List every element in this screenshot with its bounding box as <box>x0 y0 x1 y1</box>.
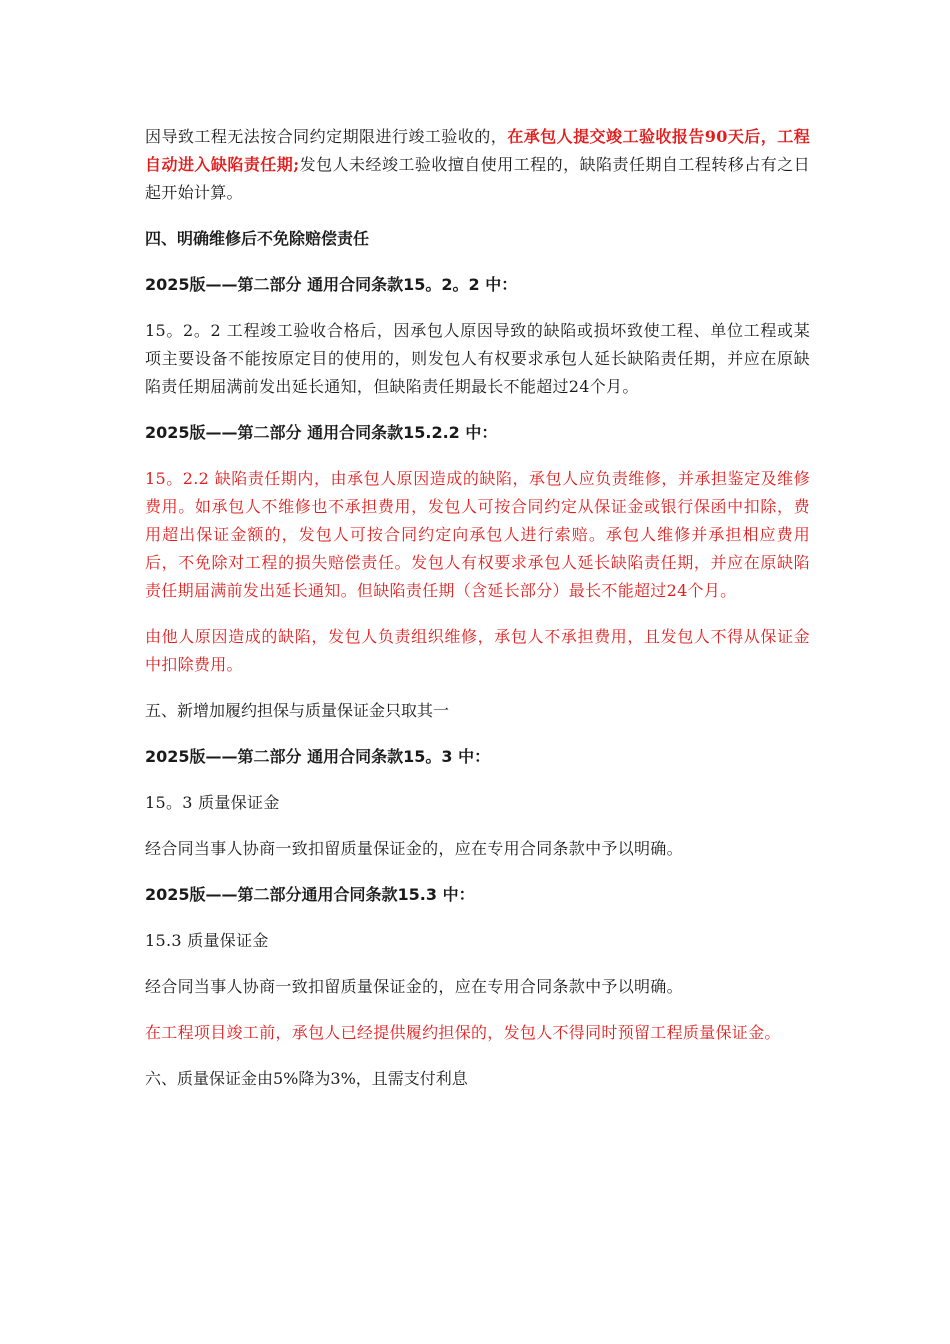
clause-extra-15-3-b: 在工程项目竣工前，承包人已经提供履约担保的，发包人不得同时预留工程质量保证金。 <box>145 1023 781 1042</box>
paragraph-acceptance-lead: 因导致工程无法按合同约定期限进行竣工验收的， <box>145 127 508 146</box>
paragraph-acceptance-highlight: 在承包人提交竣工验收报告90天后，工程自动进入缺陷责任期; <box>145 127 810 174</box>
paragraph-acceptance <box>145 123 810 207</box>
clause-heading-15-3-b: 2025版——第二部分通用合同条款15.3 中： <box>145 885 475 904</box>
clause-heading-15-2-2-a: 2025版——第二部分 通用合同条款15。2。2 中： <box>145 275 518 294</box>
clause-extra-15-2-2-b: 由他人原因造成的缺陷，发包人负责组织维修，承包人不承担费用，且发包人不得从保证金中扣除费用。 <box>145 627 810 674</box>
paragraph-acceptance-tail: 发包人未经竣工验收擅自使用工程的，缺陷责任期自工程转移占有之日起开始计算。 <box>145 155 810 202</box>
section-heading-4: 四、明确维修后不免除赔偿责任 <box>145 229 370 248</box>
section-heading-5: 五、新增加履约担保与质量保证金只取其一 <box>145 701 450 720</box>
section-heading-6: 六、质量保证金由5%降为3%，且需支付利息 <box>145 1069 468 1088</box>
document-page <box>145 123 810 1111</box>
clause-body-15-2-2-b: 15。2.2 缺陷责任期内，由承包人原因造成的缺陷，承包人应负责维修，并承担鉴定及维修费用。如承包人不维修也不承担费用，发包人可按合同约定从保证金或银行保函中扣除，费用超出保证金额的，发包人可按合同约定向承包人进行索赔。承包人维修并承担相应费用后，不免除对工程的损失赔偿责任。发包人有权要求承包人延长缺陷责任期，并应在原缺陷责任期届满前发出延长通知。但缺陷责任期（含延长部分）最长不能超过24个月。 <box>145 469 810 600</box>
clause-title-15-3-a: 15。3 质量保证金 <box>145 793 280 812</box>
clause-body-15-2-2-a: 15。2。2 工程竣工验收合格后，因承包人原因导致的缺陷或损坏致使工程、单位工程或某项主要设备不能按原定目的使用的，则发包人有权要求承包人延长缺陷责任期，并应在原缺陷责任期届满前发出延长通知，但缺陷责任期最长不能超过24个月。 <box>145 321 810 396</box>
clause-heading-15-3-a: 2025版——第二部分 通用合同条款15。3 中： <box>145 747 491 766</box>
clause-title-15-3-b: 15.3 质量保证金 <box>145 931 269 950</box>
clause-body-15-3-b: 经合同当事人协商一致扣留质量保证金的，应在专用合同条款中予以明确。 <box>145 977 683 996</box>
clause-body-15-3-a: 经合同当事人协商一致扣留质量保证金的，应在专用合同条款中予以明确。 <box>145 839 683 858</box>
clause-heading-15-2-2-b: 2025版——第二部分 通用合同条款15.2.2 中： <box>145 423 498 442</box>
